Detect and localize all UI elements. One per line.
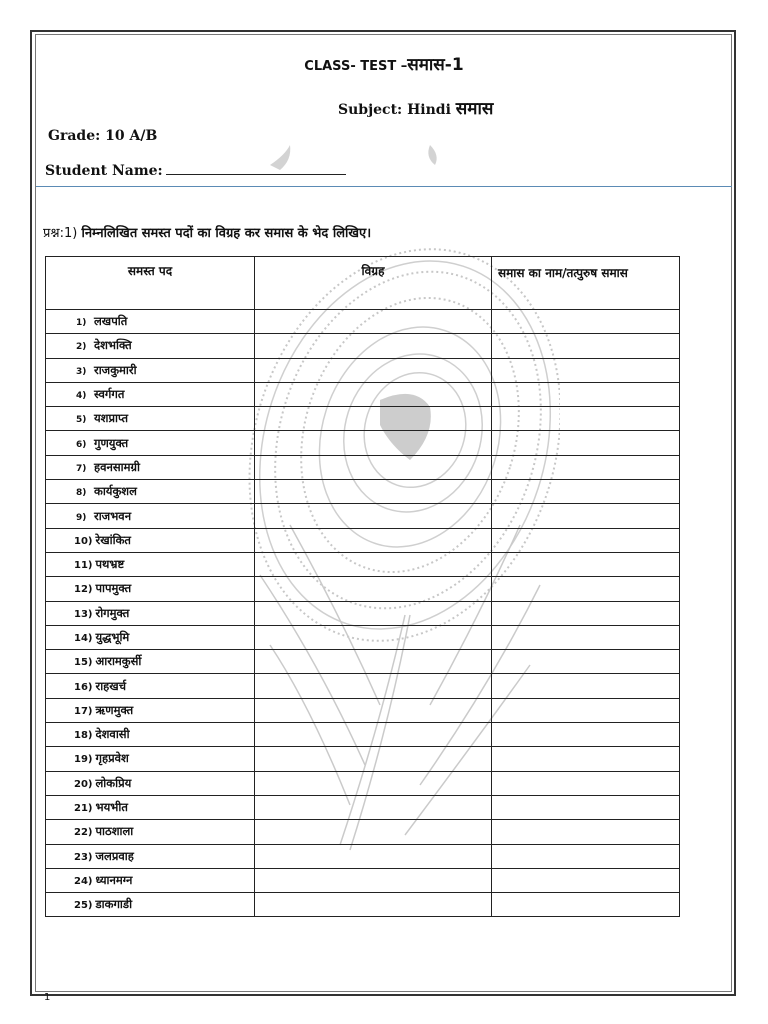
vigrah-answer-cell[interactable]	[255, 820, 492, 844]
vigrah-answer-cell[interactable]	[255, 577, 492, 601]
samas-name-answer-cell[interactable]	[492, 723, 680, 747]
table-row	[46, 868, 680, 892]
row-number: 5)	[76, 415, 87, 426]
row-number: 1)	[76, 318, 87, 329]
row-number: 13)	[74, 608, 93, 620]
subject-line: Subject: Hindi समास	[338, 99, 494, 119]
samast-pad-word: पथभ्रष्ट	[95, 557, 125, 572]
table-row	[46, 407, 680, 431]
samast-pad-word: गुणयुक्त	[94, 435, 129, 450]
samast-pad-word: राजभवन	[94, 508, 132, 523]
samast-pad-cell	[46, 674, 255, 698]
vigrah-answer-cell[interactable]	[255, 698, 492, 722]
vigrah-answer-cell[interactable]	[255, 382, 492, 406]
row-number: 21)	[74, 803, 93, 815]
samast-pad-word: लोकप्रिय	[95, 775, 132, 790]
row-number: 17)	[74, 705, 93, 717]
samas-name-answer-cell[interactable]	[492, 650, 680, 674]
row-number: 11)	[74, 560, 93, 572]
samast-pad-cell	[46, 698, 255, 722]
table-row	[46, 358, 680, 382]
table-row	[46, 334, 680, 358]
samas-name-answer-cell[interactable]	[492, 382, 680, 406]
table-row	[46, 893, 680, 917]
vigrah-answer-cell[interactable]	[255, 407, 492, 431]
samast-pad-cell	[46, 747, 255, 771]
table-row	[46, 625, 680, 649]
row-number: 16)	[74, 681, 93, 693]
samast-pad-cell	[46, 893, 255, 917]
question-number: प्रश्न:1)	[43, 226, 78, 241]
samas-name-answer-cell[interactable]	[492, 820, 680, 844]
samast-pad-cell	[46, 480, 255, 504]
vigrah-answer-cell[interactable]	[255, 723, 492, 747]
row-number: 9)	[76, 512, 87, 523]
samast-pad-word: लखपति	[94, 314, 128, 329]
samas-name-answer-cell[interactable]	[492, 844, 680, 868]
samast-pad-word: पाठशाला	[95, 824, 134, 839]
samas-name-answer-cell[interactable]	[492, 334, 680, 358]
samas-name-answer-cell[interactable]	[492, 480, 680, 504]
table-row	[46, 771, 680, 795]
vigrah-answer-cell[interactable]	[255, 455, 492, 479]
samas-name-answer-cell[interactable]	[492, 431, 680, 455]
samast-pad-cell	[46, 407, 255, 431]
row-number: 23)	[74, 851, 93, 863]
student-name-label: Student Name:	[45, 163, 163, 179]
table-row	[46, 723, 680, 747]
table-row	[46, 650, 680, 674]
samas-name-answer-cell[interactable]	[492, 310, 680, 334]
vigrah-answer-cell[interactable]	[255, 528, 492, 552]
vigrah-answer-cell[interactable]	[255, 771, 492, 795]
header-samas-name: समास का नाम/तत्पुरुष समास	[492, 257, 680, 310]
table-row	[46, 552, 680, 576]
row-number: 14)	[74, 633, 93, 644]
samast-pad-cell	[46, 431, 255, 455]
samas-name-answer-cell[interactable]	[492, 358, 680, 382]
question-1	[43, 223, 371, 241]
student-name-blank[interactable]	[166, 162, 346, 175]
samast-pad-cell	[46, 358, 255, 382]
samas-name-answer-cell[interactable]	[492, 674, 680, 698]
samas-name-answer-cell[interactable]	[492, 868, 680, 892]
samast-pad-cell	[46, 334, 255, 358]
student-name-field	[45, 162, 346, 179]
vigrah-answer-cell[interactable]	[255, 310, 492, 334]
samast-pad-cell	[46, 844, 255, 868]
vigrah-answer-cell[interactable]	[255, 358, 492, 382]
row-number: 25)	[74, 900, 93, 912]
row-number: 22)	[74, 827, 93, 839]
vigrah-answer-cell[interactable]	[255, 868, 492, 892]
row-number: 3)	[76, 366, 87, 377]
row-number: 24)	[74, 875, 93, 887]
samast-pad-cell	[46, 650, 255, 674]
samast-pad-word: आरामकुर्सी	[95, 654, 142, 669]
grade-label: Grade: 10 A/B	[48, 128, 158, 144]
vigrah-answer-cell[interactable]	[255, 504, 492, 528]
table-row	[46, 382, 680, 406]
samast-pad-cell	[46, 455, 255, 479]
table-row	[46, 431, 680, 455]
samast-pad-word: यशप्राप्त	[94, 411, 129, 426]
vigrah-answer-cell[interactable]	[255, 552, 492, 576]
table-row	[46, 698, 680, 722]
row-number: 2)	[76, 342, 87, 353]
vigrah-answer-cell[interactable]	[255, 431, 492, 455]
question-text: निम्नलिखित समस्त पदों का विग्रह कर समास के भेद लिखिए।	[81, 226, 372, 241]
vigrah-answer-cell[interactable]	[255, 747, 492, 771]
samas-name-answer-cell[interactable]	[492, 528, 680, 552]
samas-name-answer-cell[interactable]	[492, 771, 680, 795]
samast-pad-word: डाकगाडी	[95, 897, 133, 912]
samas-name-answer-cell[interactable]	[492, 407, 680, 431]
samast-pad-word: स्वर्गगत	[94, 387, 125, 402]
row-number: 15)	[74, 657, 93, 669]
table-row	[46, 455, 680, 479]
table-row	[46, 820, 680, 844]
samast-pad-cell	[46, 723, 255, 747]
vigrah-answer-cell[interactable]	[255, 480, 492, 504]
table-row	[46, 795, 680, 819]
samast-pad-word: गृहप्रवेश	[95, 751, 129, 766]
samast-pad-cell	[46, 868, 255, 892]
table-row	[46, 674, 680, 698]
samast-pad-word: राहखर्च	[95, 678, 126, 693]
samast-pad-word: रोगमुक्त	[95, 605, 130, 620]
header-samast-pad: समस्त पद	[46, 257, 255, 310]
samast-pad-cell	[46, 552, 255, 576]
table-row	[46, 504, 680, 528]
samast-pad-cell	[46, 820, 255, 844]
samas-name-answer-cell[interactable]	[492, 893, 680, 917]
samast-pad-word: हवनसामग्री	[94, 459, 140, 474]
vigrah-answer-cell[interactable]	[255, 893, 492, 917]
row-number: 7)	[76, 463, 87, 474]
table-row	[46, 747, 680, 771]
vigrah-answer-cell[interactable]	[255, 625, 492, 649]
table-row	[46, 528, 680, 552]
samas-name-answer-cell[interactable]	[492, 455, 680, 479]
samast-pad-cell	[46, 795, 255, 819]
samast-pad-cell	[46, 504, 255, 528]
vigrah-answer-cell[interactable]	[255, 601, 492, 625]
samast-pad-cell	[46, 577, 255, 601]
samas-name-answer-cell[interactable]	[492, 577, 680, 601]
samast-pad-cell	[46, 382, 255, 406]
samas-name-answer-cell[interactable]	[492, 625, 680, 649]
samast-pad-word: देशभक्ति	[94, 338, 132, 353]
row-number: 8)	[76, 488, 87, 499]
table-row	[46, 480, 680, 504]
samast-pad-word: पापमुक्त	[95, 581, 132, 596]
samast-pad-word: ध्यानमग्न	[95, 872, 133, 887]
test-title: CLASS- TEST –समास-1	[304, 55, 464, 75]
samas-name-answer-cell[interactable]	[492, 552, 680, 576]
samast-pad-word: ऋणमुक्त	[95, 702, 134, 717]
samast-pad-cell	[46, 310, 255, 334]
row-number: 19)	[74, 754, 93, 766]
table-row	[46, 577, 680, 601]
answer-table	[45, 256, 680, 917]
samast-pad-cell	[46, 601, 255, 625]
samast-pad-cell	[46, 528, 255, 552]
table-row	[46, 601, 680, 625]
samas-name-answer-cell[interactable]	[492, 795, 680, 819]
samast-pad-word: रेखांकित	[95, 532, 131, 547]
samast-pad-cell	[46, 771, 255, 795]
samast-pad-word: जलप्रवाह	[95, 848, 134, 863]
vigrah-answer-cell[interactable]	[255, 674, 492, 698]
samast-pad-cell	[46, 625, 255, 649]
row-number: 10)	[74, 535, 93, 547]
table-row	[46, 844, 680, 868]
samas-name-answer-cell[interactable]	[492, 747, 680, 771]
vigrah-answer-cell[interactable]	[255, 334, 492, 358]
row-number: 20)	[74, 778, 93, 790]
samast-pad-word: भयभीत	[95, 800, 128, 815]
samast-pad-word: देशवासी	[95, 727, 130, 742]
row-number: 18)	[74, 730, 93, 742]
samas-name-answer-cell[interactable]	[492, 601, 680, 625]
row-number: 4)	[76, 391, 87, 402]
divider	[36, 186, 732, 187]
page-number: 1	[44, 992, 51, 1003]
row-number: 6)	[76, 439, 87, 450]
row-number: 12)	[74, 584, 93, 596]
header-vigrah: विग्रह	[255, 257, 492, 310]
samast-pad-word: राजकुमारी	[94, 362, 137, 377]
vigrah-answer-cell[interactable]	[255, 650, 492, 674]
vigrah-answer-cell[interactable]	[255, 795, 492, 819]
samast-pad-word: कार्यकुशल	[94, 484, 137, 499]
samas-name-answer-cell[interactable]	[492, 504, 680, 528]
samast-pad-word: युद्धभूमि	[95, 630, 130, 644]
table-row	[46, 310, 680, 334]
vigrah-answer-cell[interactable]	[255, 844, 492, 868]
samas-name-answer-cell[interactable]	[492, 698, 680, 722]
